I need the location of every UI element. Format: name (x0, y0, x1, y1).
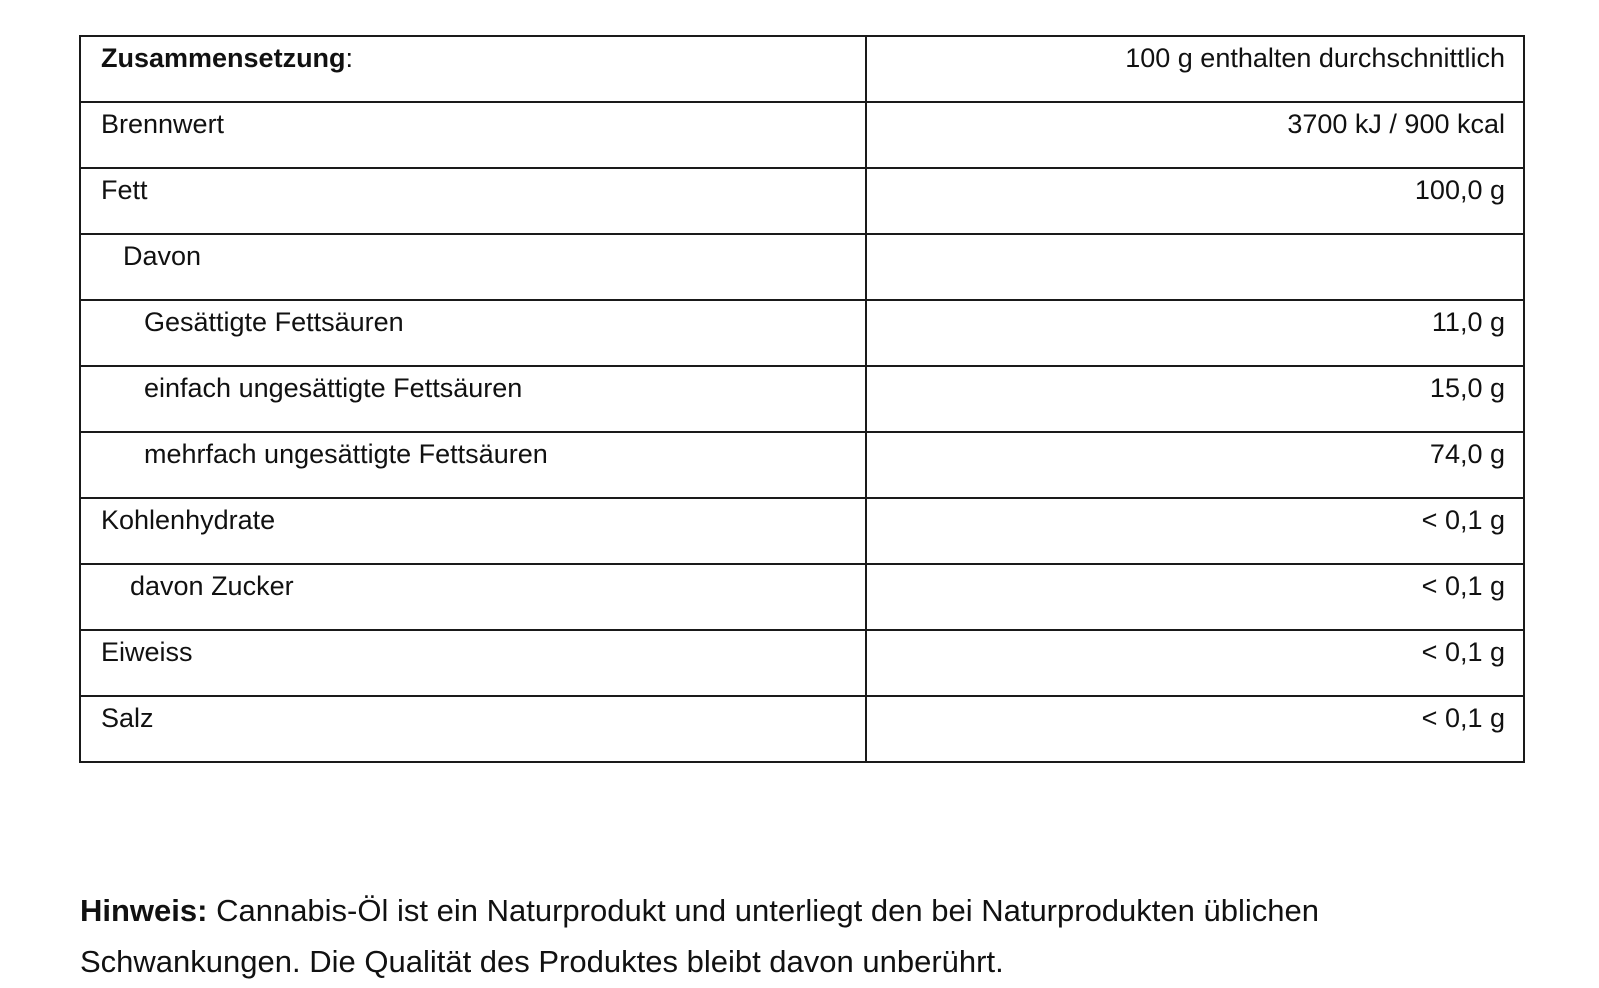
row-label: Eiweiss (80, 630, 866, 696)
table-row (80, 168, 1524, 234)
note-paragraph (80, 885, 1540, 987)
row-label: Kohlenhydrate (80, 498, 866, 564)
note-text: Cannabis-Öl ist ein Naturprodukt und unterliegt den bei Naturprodukten üblichen Schwankungen. Die Qualität des Produktes bleibt davon unberührt. (80, 893, 1319, 979)
table-row (80, 432, 1524, 498)
header-label-cell (80, 36, 866, 102)
table-header-row (80, 36, 1524, 102)
table-row (80, 102, 1524, 168)
table-row (80, 630, 1524, 696)
header-colon: : (345, 43, 354, 73)
table-row (80, 498, 1524, 564)
row-value: 11,0 g (866, 300, 1524, 366)
row-value: < 0,1 g (866, 498, 1524, 564)
table-row (80, 696, 1524, 762)
row-value: 100,0 g (866, 168, 1524, 234)
row-label: einfach ungesättigte Fettsäuren (80, 366, 866, 432)
row-value (866, 234, 1524, 300)
table-row (80, 234, 1524, 300)
row-label: Brennwert (80, 102, 866, 168)
row-label: Davon (80, 234, 866, 300)
row-value: 15,0 g (866, 366, 1524, 432)
table-row (80, 366, 1524, 432)
row-label: davon Zucker (80, 564, 866, 630)
nutrition-table (79, 35, 1525, 763)
row-value: < 0,1 g (866, 630, 1524, 696)
row-label: Fett (80, 168, 866, 234)
header-value: 100 g enthalten durchschnittlich (1125, 43, 1505, 73)
row-value: < 0,1 g (866, 696, 1524, 762)
row-value: < 0,1 g (866, 564, 1524, 630)
row-value: 74,0 g (866, 432, 1524, 498)
row-label: Gesättigte Fettsäuren (80, 300, 866, 366)
table-row (80, 564, 1524, 630)
row-label: mehrfach ungesättigte Fettsäuren (80, 432, 866, 498)
table-row (80, 300, 1524, 366)
note-lead: Hinweis: (80, 893, 208, 928)
row-value: 3700 kJ / 900 kcal (866, 102, 1524, 168)
header-value-cell (866, 36, 1524, 102)
header-label: Zusammensetzung (101, 43, 346, 73)
row-label: Salz (80, 696, 866, 762)
